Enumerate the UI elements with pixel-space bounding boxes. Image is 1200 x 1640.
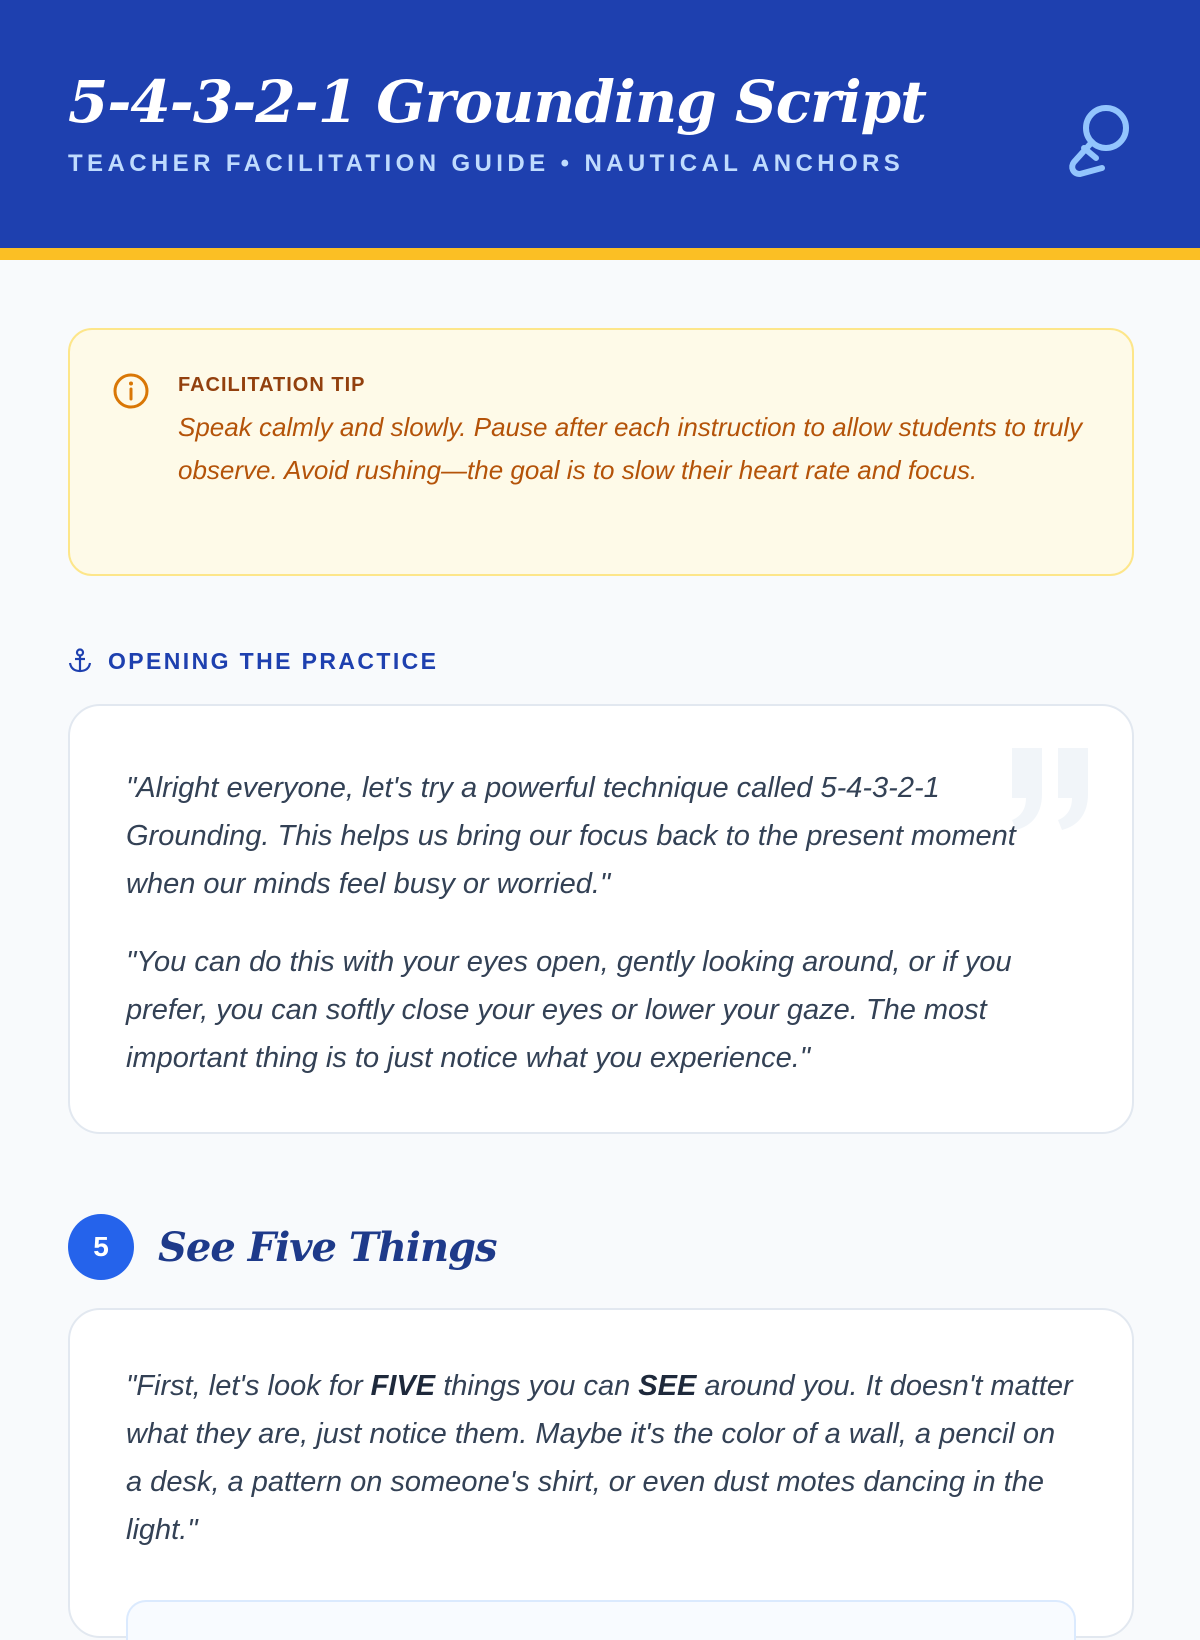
script-text-segment: "First, let's look for: [126, 1370, 371, 1402]
script-text-segment: around you. It doesn't matter what they are, just notice them. Maybe it's the color of a wall, a pencil on a desk, a pattern on someone's shirt, or even dust motes dancing in the light.": [126, 1370, 1073, 1546]
facilitation-tip: [68, 328, 1134, 576]
see-script-text: [126, 1362, 1076, 1554]
page-subtitle: TEACHER FACILITATION GUIDE • NAUTICAL ANCHORS: [68, 150, 905, 177]
microphone-icon: [1062, 100, 1134, 180]
tip-label: FACILITATION TIP: [178, 374, 366, 396]
step-number-badge: 5: [68, 1214, 134, 1280]
see-script-card: [68, 1308, 1134, 1638]
step-heading-see: [68, 1214, 497, 1280]
emphasis-see: SEE: [638, 1370, 697, 1402]
anchor-icon: [68, 648, 92, 674]
nested-panel: [126, 1600, 1076, 1640]
section-heading-opening: [68, 646, 438, 676]
step-title: See Five Things: [158, 1223, 497, 1271]
header-accent-stripe: [0, 248, 1200, 260]
section-label: OPENING THE PRACTICE: [108, 647, 439, 674]
script-text-segment: things you can: [435, 1370, 639, 1402]
opening-paragraph-2: "You can do this with your eyes open, gently looking around, or if you prefer, you can softly close your eyes or lower your gaze. The most important thing is to just notice what you experience.": [126, 946, 1012, 1074]
info-icon: [112, 372, 150, 410]
emphasis-five: FIVE: [370, 1370, 436, 1402]
opening-script-card: [68, 704, 1134, 1134]
page-title: 5-4-3-2-1 Grounding Script: [68, 68, 927, 136]
opening-paragraph-1: "Alright everyone, let's try a powerful technique called 5-4-3-2-1 Grounding. This helps us bring our focus back to the present moment when our minds feel busy or worried.": [126, 772, 1016, 900]
page-header: [0, 0, 1200, 248]
tip-text: Speak calmly and slowly. Pause after each instruction to allow students to truly observe. Avoid rushing—the goal is to slow their heart rate and focus.: [178, 412, 1083, 485]
